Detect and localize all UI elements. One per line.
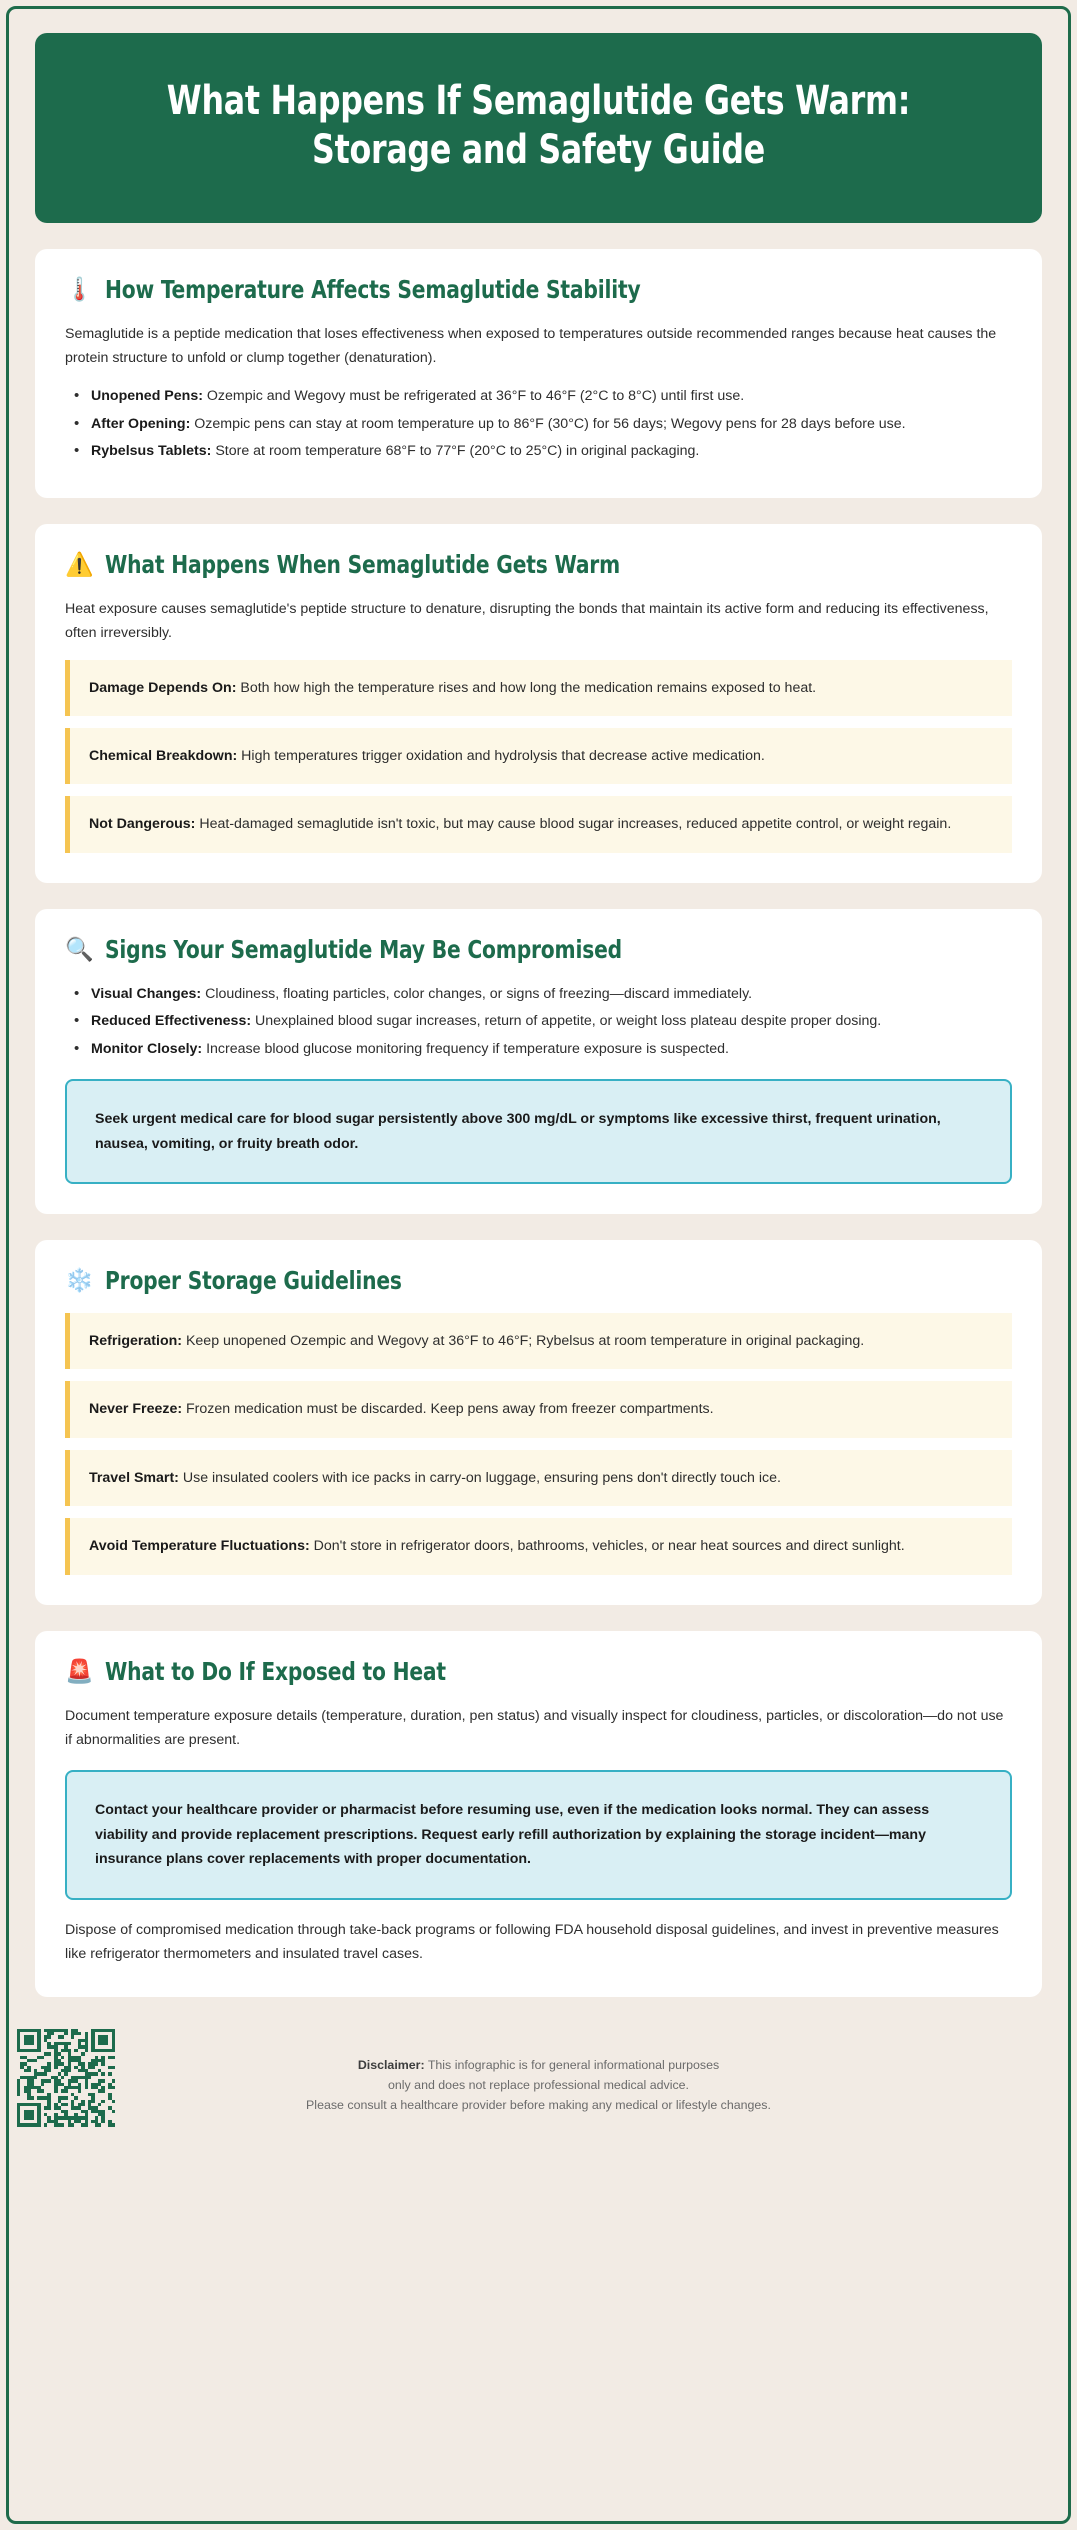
list-item (65, 412, 1012, 436)
callout-lead: Not Dangerous: (89, 816, 196, 833)
section-header (65, 550, 1012, 579)
list-item (65, 384, 1012, 408)
section-header (65, 1266, 1012, 1295)
section-header (65, 935, 1012, 964)
list-item-lead: Monitor Closely: (91, 1040, 203, 1057)
callout-text: Frozen medication must be discarded. Keep pens away from freezer compartments. (182, 1401, 714, 1418)
section-card-compromised-signs (35, 909, 1042, 1214)
section-intro-text: Semaglutide is a peptide medication that loses effectiveness when exposed to temperatures outside recommended ranges because heat causes the protein structure to unfold or clump together (denaturation). (65, 325, 997, 367)
header-banner (35, 33, 1042, 223)
callout-box (65, 796, 1012, 852)
callout-box (65, 728, 1012, 784)
list-item-text: Ozempic and Wegovy must be refrigerated at 36°F to 46°F (2°C to 8°C) until first use. (202, 388, 745, 405)
callout-text: Keep unopened Ozempic and Wegovy at 36°F to 46°F; Rybelsus at room temperature in original packaging. (182, 1332, 865, 1349)
warning-triangle-icon: ⚠️ (65, 550, 94, 577)
section-title: Proper Storage Guidelines (105, 1265, 402, 1295)
list-item (65, 1009, 1012, 1033)
callout-box (65, 660, 1012, 716)
callout-text: Heat-damaged semaglutide isn't toxic, but may cause blood sugar increases, reduced appetite control, or weight regain. (195, 816, 952, 833)
callout-lead: Never Freeze: (89, 1401, 183, 1418)
section-title: Signs Your Semaglutide May Be Compromised (105, 934, 622, 964)
list-item (65, 439, 1012, 463)
list-item-lead: Reduced Effectiveness: (91, 1013, 252, 1030)
callout-box (65, 1450, 1012, 1506)
bullet-list (65, 982, 1012, 1061)
callout-lead: Damage Depends On: (89, 679, 237, 696)
section-card-temperature-stability (35, 249, 1042, 498)
list-item (65, 1037, 1012, 1061)
section-outro-text: Dispose of compromised medication through take-back programs or following FDA household disposal guidelines, and invest in preventive measures like refrigerator thermometers and insulated travel cases. (65, 1921, 999, 1963)
callout-lead: Chemical Breakdown: (89, 747, 238, 764)
disclaimer-line-3: Please consult a healthcare provider before making any medical or lifestyle changes. (306, 2097, 771, 2112)
disclaimer-line-1: This infographic is for general informational purposes (424, 2057, 720, 2072)
list-item-lead: Rybelsus Tablets: (91, 443, 212, 460)
list-item-text: Cloudiness, floating particles, color changes, or signs of freezing—discard immediately. (201, 985, 753, 1002)
section-card-exposed-to-heat (35, 1631, 1042, 1997)
section-intro-text: Document temperature exposure details (temperature, duration, pen status) and visually inspect for cloudiness, particles, or discoloration—do not use if abnormalities are present. (65, 1707, 1004, 1749)
section-header (65, 275, 1012, 304)
list-item-lead: Visual Changes: (91, 985, 202, 1002)
section-card-gets-warm (35, 524, 1042, 883)
disclaimer-line-2: only and does not replace professional medical advice. (388, 2077, 689, 2092)
contact-provider-alert-box: Contact your healthcare provider or pharmacist before resuming use, even if the medication looks normal. They can assess viability and provide replacement prescriptions. Request early refill authorization by explaining the storage incident—many insurance plans cover replacements with proper documentation. (65, 1770, 1012, 1899)
callout-text: Both how high the temperature rises and how long the medication remains exposed to heat. (236, 679, 817, 696)
callout-box (65, 1313, 1012, 1369)
section-title: How Temperature Affects Semaglutide Stability (105, 274, 641, 304)
alarm-light-icon: 🚨 (65, 1657, 94, 1684)
section-header (65, 1657, 1012, 1686)
section-title: What to Do If Exposed to Heat (105, 1656, 446, 1686)
list-item (65, 982, 1012, 1006)
snowflake-icon: ❄️ (65, 1266, 94, 1293)
disclaimer-text (35, 2029, 1042, 2115)
callout-lead: Travel Smart: (89, 1469, 179, 1486)
callout-text: Don't store in refrigerator doors, bathrooms, vehicles, or near heat sources and direct sunlight. (309, 1538, 905, 1555)
section-title: What Happens When Semaglutide Gets Warm (105, 549, 621, 579)
list-item-text: Unexplained blood sugar increases, return of appetite, or weight loss plateau despite proper dosing. (251, 1013, 882, 1030)
bullet-list (65, 384, 1012, 463)
callout-lead: Refrigeration: (89, 1332, 183, 1349)
list-item-text: Increase blood glucose monitoring frequency if temperature exposure is suspected. (202, 1040, 729, 1057)
list-item-lead: After Opening: (91, 415, 191, 432)
section-card-storage-guidelines (35, 1240, 1042, 1605)
page-title: What Happens If Semaglutide Gets Warm: Storage and Safety Guide (166, 78, 911, 173)
poster-frame (6, 6, 1071, 2524)
callout-lead: Avoid Temperature Fluctuations: (89, 1538, 310, 1555)
magnifying-glass-icon: 🔍 (65, 935, 94, 962)
footer (35, 2023, 1042, 2163)
poster-content (9, 9, 1068, 2521)
callout-box (65, 1381, 1012, 1437)
list-item-text: Ozempic pens can stay at room temperature up to 86°F (30°C) for 56 days; Wegovy pens for 28 days before use. (190, 415, 906, 432)
list-item-text: Store at room temperature 68°F to 77°F (20°C to 25°C) in original packaging. (211, 443, 700, 460)
callout-box (65, 1518, 1012, 1574)
callout-text: Use insulated coolers with ice packs in carry-on luggage, ensuring pens don't directly touch ice. (178, 1469, 781, 1486)
list-item-lead: Unopened Pens: (91, 388, 203, 405)
section-intro-text: Heat exposure causes semaglutide's peptide structure to denature, disrupting the bonds that maintain its active form and reducing its effectiveness, often irreversibly. (65, 600, 989, 642)
urgent-care-alert-box: Seek urgent medical care for blood sugar persistently above 300 mg/dL or symptoms like excessive thirst, frequent urination, nausea, vomiting, or fruity breath odor. (65, 1079, 1012, 1184)
thermometer-icon: 🌡️ (65, 275, 94, 302)
qr-code[interactable] (17, 2029, 115, 2127)
disclaimer-lead: Disclaimer: (357, 2057, 425, 2072)
callout-text: High temperatures trigger oxidation and hydrolysis that decrease active medication. (237, 747, 765, 764)
